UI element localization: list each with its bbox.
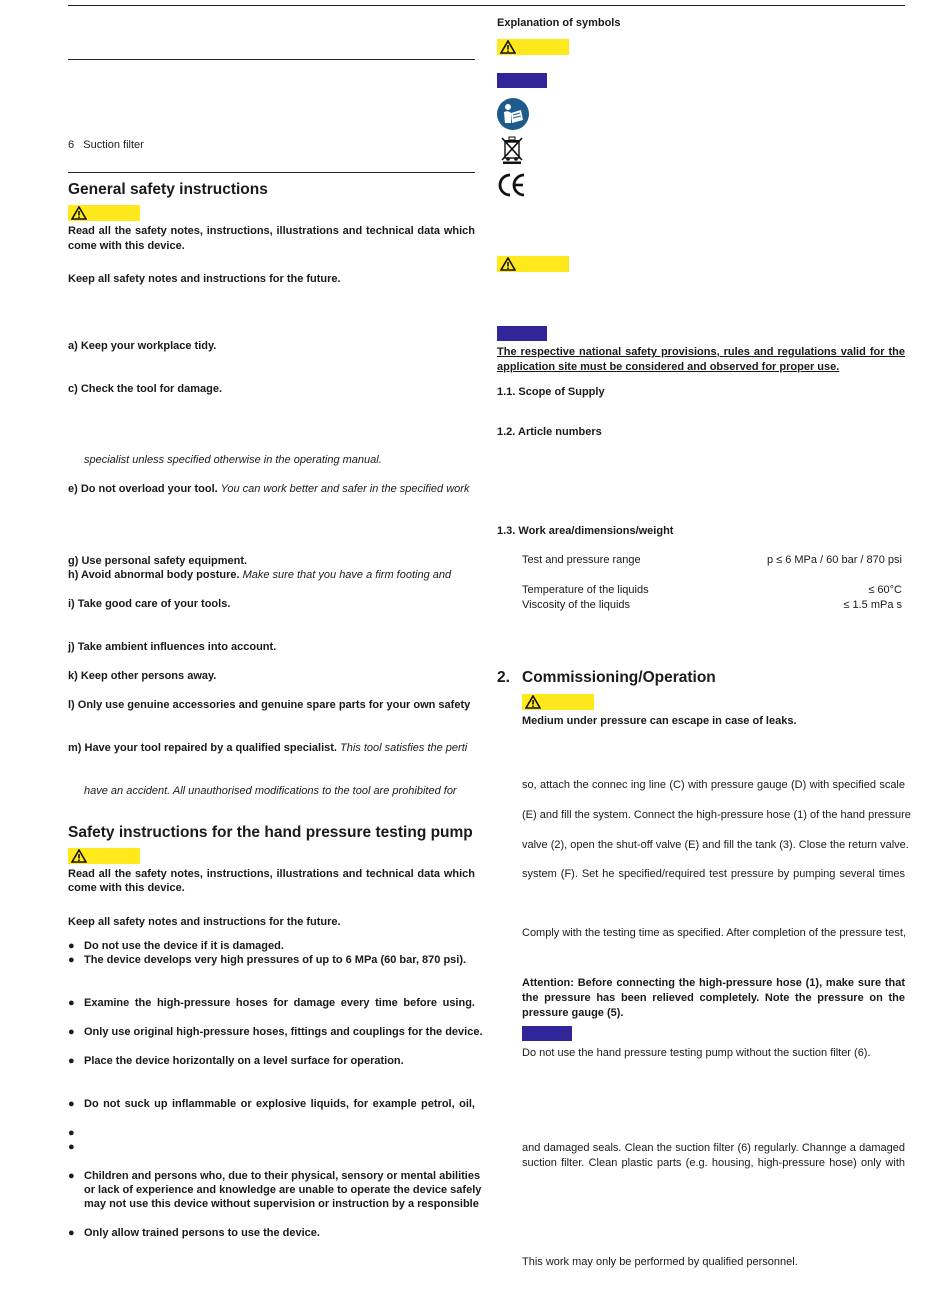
rule-l: l) Only use genuine accessories and genuine spare parts for your own safety (68, 699, 471, 711)
attention-line-2: the pressure has been relieved completely. Note the pressure on the (522, 992, 905, 1004)
rule-j: j) Take ambient influences into account. (68, 641, 277, 653)
rule-a: a) Keep your workplace tidy. (68, 340, 217, 352)
seals-line-2: suction filter. Clean plastic parts (e.g. housing, high-pressure hose) only with (522, 1157, 905, 1169)
spec-value: ≤ 60°C (868, 584, 902, 596)
rule-h (68, 568, 451, 582)
no-suction-filter-note: Do not use the hand pressure testing pump without the suction filter (6). (522, 1047, 871, 1059)
section-1-2-articles: 1.2. Article numbers (497, 426, 602, 438)
bullet-dot: ● (68, 954, 75, 966)
warning-badge (68, 848, 140, 864)
general-read-line-1: Read all the safety notes, instructions, illustrations and technical data which (68, 225, 475, 237)
rule-c: c) Check the tool for damage. (68, 383, 223, 395)
pump-keep-notes: Keep all safety notes and instructions for the future. (68, 916, 341, 928)
operation-line-3: valve (2), open the shut-off valve (E) and fill the tank (3). Close the return valve. (522, 839, 909, 851)
warning-badge (497, 39, 569, 55)
bullet-dot: ● (68, 997, 75, 1009)
attention-line-3: pressure gauge (5). (522, 1007, 624, 1019)
rule-m-italic: This tool satisfies the perti (336, 742, 468, 754)
pump-safety-title: Safety instructions for the hand pressure testing pump (68, 824, 473, 841)
bullet-dot: ● (68, 1098, 75, 1110)
rule-h-italic: Make sure that you have a firm footing and (239, 569, 452, 581)
part-number: 6 (68, 139, 75, 151)
general-read-line-2: come with this device. (68, 240, 185, 252)
rule-2 (68, 172, 475, 173)
bullet-dot: ● (68, 1127, 75, 1139)
pump-read-line-2: come with this device. (68, 882, 185, 894)
pump-bullet-1: Do not use the device if it is damaged. (84, 940, 284, 952)
warning-triangle-icon (525, 695, 541, 709)
warning-badge (522, 694, 594, 710)
rule-1 (68, 59, 475, 60)
qualified-personnel-note: This work may only be performed by qualified personnel. (522, 1256, 798, 1268)
pump-bullet-9-line-1: Children and persons who, due to their physical, sensory or mental abilities (84, 1170, 481, 1182)
part-name: Suction filter (83, 139, 144, 151)
general-safety-title: General safety instructions (68, 181, 268, 198)
notice-badge (522, 1026, 572, 1041)
bullet-dot: ● (68, 940, 75, 952)
bullet-dot: ● (68, 1055, 75, 1067)
notice-badge (497, 73, 547, 88)
rule-m (68, 741, 467, 755)
national-provisions-line-1: The respective national safety provisions, rules and regulations valid for the (497, 346, 905, 358)
warning-badge (68, 205, 140, 221)
rule-h-bold: h) Avoid abnormal body posture. (68, 569, 240, 581)
pump-bullet-9-line-3: may not use this device without supervision or instruction by a responsible (84, 1198, 479, 1210)
warning-triangle-icon (500, 40, 516, 54)
read-manual-icon (497, 98, 529, 130)
rule-g: g) Use personal safety equipment. (68, 555, 248, 567)
weee-bin-icon (500, 136, 524, 164)
pump-bullet-10: Only allow trained persons to use the device. (84, 1227, 320, 1239)
accident-text: have an accident. All unauthorised modifications to the tool are prohibited for (84, 785, 457, 797)
bullet-dot: ● (68, 1026, 75, 1038)
section-2-title: Commissioning/Operation (522, 669, 716, 686)
spec-label: Test and pressure range (522, 554, 641, 566)
pump-bullet-2: The device develops very high pressures of up to 6 MPa (60 bar, 870 psi). (84, 954, 467, 966)
seals-line-1: and damaged seals. Clean the suction filter (6) regularly. Channge a damaged (522, 1142, 905, 1154)
general-keep-notes: Keep all safety notes and instructions for the future. (68, 273, 341, 285)
symbols-title: Explanation of symbols (497, 17, 621, 29)
spec-value: p ≤ 6 MPa / 60 bar / 870 psi (766, 554, 902, 566)
warning-triangle-icon (71, 206, 87, 220)
comply-testing-time: Comply with the testing time as specified. After completion of the pressure test, (522, 927, 906, 939)
operation-line-2: (E) and fill the system. Connect the high-pressure hose (1) of the hand pressure (522, 809, 911, 821)
warning-triangle-icon (500, 257, 516, 271)
rule-i: i) Take good care of your tools. (68, 598, 231, 610)
spec-label: Viscosity of the liquids (522, 599, 631, 611)
rule-e-italic: You can work better and safer in the specified work (217, 483, 470, 495)
spec-value: ≤ 1.5 mPa s (843, 599, 902, 611)
notice-badge (497, 326, 547, 341)
part-label-6 (68, 138, 144, 152)
pump-read-line-1: Read all the safety notes, instructions, illustrations and technical data which (68, 868, 475, 880)
rule-m-bold: m) Have your tool repaired by a qualified specialist. (68, 742, 337, 754)
pump-bullet-5: Place the device horizontally on a level surface for operation. (84, 1055, 404, 1067)
operation-line-1: so, attach the connec ing line (C) with pressure gauge (D) with specified scale (522, 779, 905, 791)
bullet-dot: ● (68, 1170, 75, 1182)
operation-line-4: system (F). Set he specified/required test pressure by pumping several times (522, 868, 905, 880)
medium-pressure-warning: Medium under pressure can escape in case of leaks. (522, 715, 797, 727)
pump-bullet-6: Do not suck up inflammable or explosive liquids, for example petrol, oil, (84, 1098, 475, 1110)
attention-line-1: Attention: Before connecting the high-pressure hose (1), make sure that (522, 977, 905, 989)
bullet-dot: ● (68, 1227, 75, 1239)
pump-bullet-3: Examine the high-pressure hoses for damage every time before using. (84, 997, 475, 1009)
warning-badge (497, 256, 569, 272)
top-rule (68, 5, 905, 6)
spec-label: Temperature of the liquids (522, 584, 649, 596)
pump-bullet-9-line-2: or lack of experience and knowledge are unable to operate the device safely (84, 1184, 482, 1196)
rule-e-bold: e) Do not overload your tool. (68, 483, 218, 495)
section-2-number: 2. (497, 669, 510, 686)
specialist-text: specialist unless specified otherwise in the operating manual. (84, 454, 382, 466)
national-provisions-line-2: application site must be considered and observed for proper use. (497, 361, 840, 373)
section-1-1-scope: 1.1. Scope of Supply (497, 386, 605, 398)
section-1-3-work-area: 1.3. Work area/dimensions/weight (497, 525, 674, 537)
rule-e (68, 482, 469, 496)
ce-mark-icon (498, 172, 526, 198)
pump-bullet-4: Only use original high-pressure hoses, fittings and couplings for the device. (84, 1026, 483, 1038)
bullet-dot: ● (68, 1141, 75, 1153)
warning-triangle-icon (71, 849, 87, 863)
rule-k: k) Keep other persons away. (68, 670, 217, 682)
